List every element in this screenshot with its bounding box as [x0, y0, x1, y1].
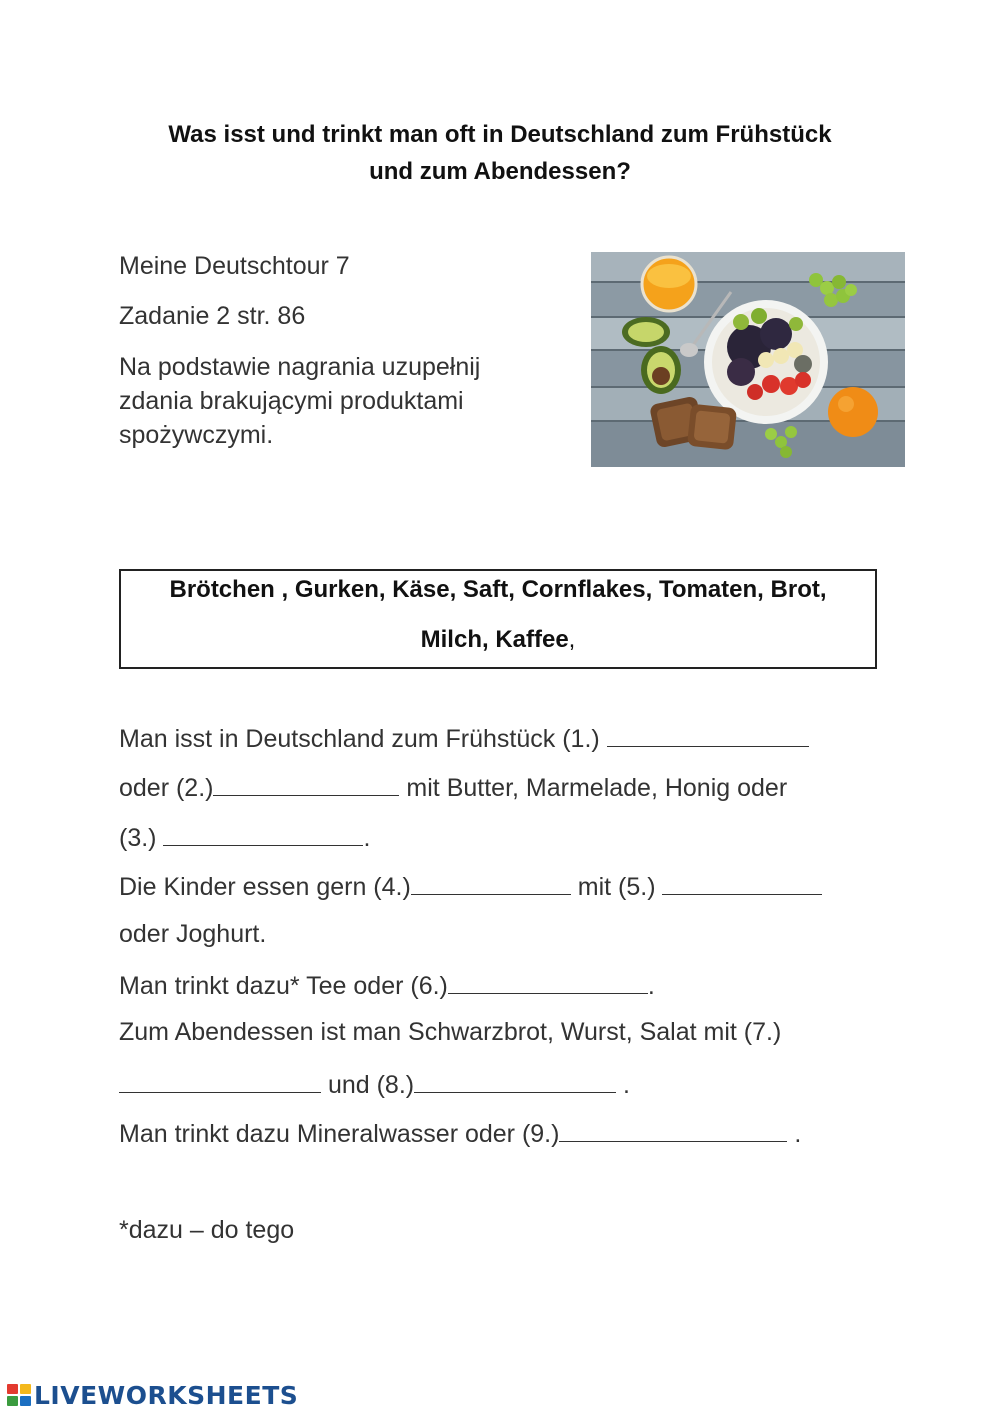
liveworksheets-logo: [6, 1380, 298, 1410]
word-bank-line-2-tail: ,: [568, 626, 576, 653]
word-bank-line-1: Brötchen , Gurken, Käse, Saft, Cornflakes, Tomaten, Brot,: [169, 576, 827, 603]
sentence-6: [119, 969, 889, 1001]
instruction-line-3: spożywczymi.: [119, 421, 274, 449]
answer-blank-9[interactable]: [559, 1117, 787, 1142]
sentence-1: [119, 722, 889, 754]
answer-blank-2[interactable]: [213, 771, 399, 796]
sentence-9: [119, 1117, 889, 1149]
sentence-7: [119, 1018, 889, 1047]
book-reference: Meine Deutschtour 7: [119, 252, 350, 280]
sentence-4-mid: mit (5.): [570, 873, 663, 901]
sentence-5-text: oder Joghurt.: [119, 920, 267, 948]
answer-blank-4[interactable]: [411, 870, 571, 895]
sentence-6-start: Man trinkt dazu* Tee oder (6.): [119, 972, 448, 1000]
task-reference: Zadanie 2 str. 86: [119, 302, 306, 330]
instruction: [119, 350, 569, 452]
sentence-5: [119, 920, 889, 949]
word-bank: [119, 569, 877, 669]
answer-blank-8[interactable]: [414, 1068, 616, 1093]
sentence-9-end: .: [787, 1120, 802, 1148]
word-bank-line-2-words: Milch, Kaffee: [420, 626, 569, 653]
sentence-3-start: (3.): [119, 824, 164, 852]
breakfast-photo-icon: [591, 252, 905, 467]
sentence-4-start: Die Kinder essen gern (4.): [119, 873, 411, 901]
breakfast-photo: [591, 252, 905, 467]
intro-text: [119, 250, 569, 469]
instruction-line-2: zdania brakującymi produktami: [119, 387, 464, 415]
sentence-7-text: Zum Abendessen ist man Schwarzbrot, Wurst, Salat mit (7.): [119, 1018, 782, 1046]
sentence-3: [119, 821, 889, 853]
sentence-8-end: .: [616, 1071, 631, 1099]
sentence-3-end: .: [363, 824, 371, 852]
footnote: *dazu – do tego: [119, 1216, 295, 1244]
sentence-2: [119, 771, 889, 803]
sentence-4: [119, 870, 889, 902]
instruction-line-1: Na podstawie nagrania uzupełnij: [119, 353, 481, 381]
liveworksheets-logo-icon: [6, 1382, 32, 1408]
sentence-6-end: .: [647, 972, 655, 1000]
sentence-1-text: Man isst in Deutschland zum Frühstück (1.): [119, 725, 607, 753]
title-line-1: Was isst und trinkt man oft in Deutschland zum Frühstück: [168, 121, 832, 148]
word-bank-line-2: [121, 623, 875, 657]
sentence-8-mid: und (8.): [321, 1071, 415, 1099]
answer-blank-7[interactable]: [119, 1068, 321, 1093]
sentence-8: [119, 1068, 889, 1100]
sentence-2-start: oder (2.): [119, 774, 214, 802]
answer-blank-6[interactable]: [448, 969, 648, 994]
answer-blank-5[interactable]: [662, 870, 822, 895]
sentence-2-end: mit Butter, Marmelade, Honig oder: [399, 774, 788, 802]
title-line-2: und zum Abendessen?: [369, 158, 631, 185]
answer-blank-3[interactable]: [163, 821, 363, 846]
worksheet-title: [110, 116, 890, 190]
sentence-9-start: Man trinkt dazu Mineralwasser oder (9.): [119, 1120, 560, 1148]
liveworksheets-logo-text: LIVEWORKSHEETS: [34, 1380, 299, 1410]
answer-blank-1[interactable]: [607, 722, 809, 747]
